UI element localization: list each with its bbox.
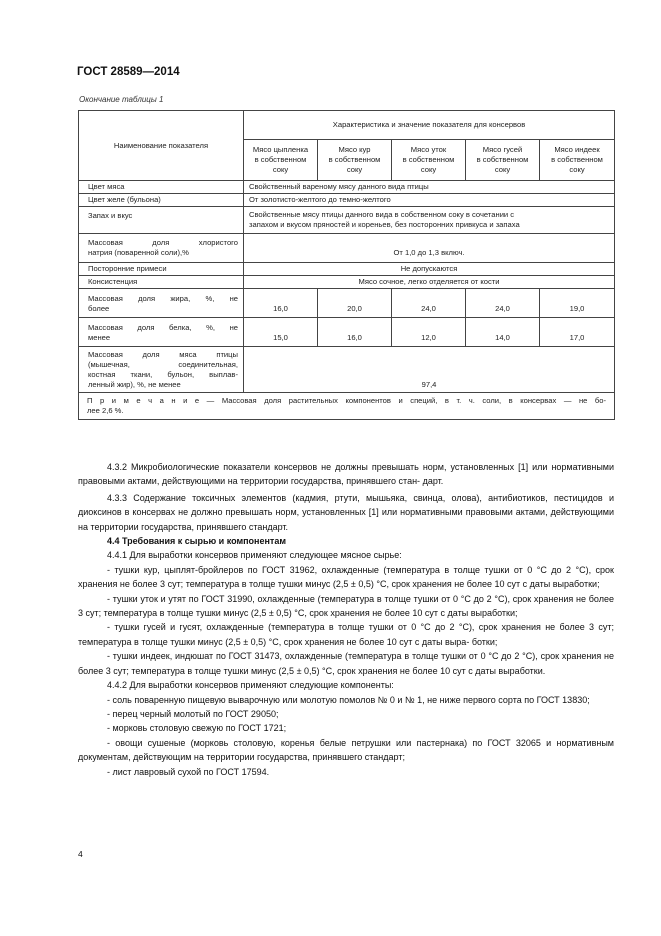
- row-name: Массовая доля хлористого натрия (поваренной соли),%: [79, 234, 244, 263]
- row-name: Массовая доля жира, %, не более: [79, 289, 244, 318]
- header-turkey: Мясо индеек в собственном соку: [540, 140, 615, 181]
- row-value: 24,0: [466, 289, 540, 318]
- row-value: 16,0: [244, 289, 318, 318]
- header-characteristics: Характеристика и значение показателя для консервов: [244, 111, 615, 140]
- row-name: Массовая доля мяса птицы (мышечная, соединительная, костная ткани, бульон, выплав- ленный жир), %, не менее: [79, 347, 244, 393]
- row-value: 20,0: [318, 289, 392, 318]
- table-row: [79, 276, 615, 289]
- paragraph-4-4-2: 4.4.2 Для выработки консервов применяют следующие компоненты:: [107, 680, 394, 691]
- row-value: 12,0: [392, 318, 466, 347]
- table-note-row: [79, 393, 615, 420]
- specification-table: [78, 110, 615, 420]
- page-number: 4: [78, 849, 83, 859]
- row-name: Массовая доля белка, %, не менее: [79, 318, 244, 347]
- list-item: - тушки индеек, индюшат по ГОСТ 31473, охлажденные (температура в толще тушки от 0 °С до 2 °С), срок хранения не более 3 сут; температура в толще тушки минус (2,5 ± 0,5) °С, срок хранения не более 10 сут с даты выработки.: [78, 651, 614, 676]
- table-note: П р и м е ч а н и е — Массовая доля растительных компонентов и специй, в т. ч. соли, в консервах — не бо- лее 2,6 %.: [79, 393, 615, 420]
- list-item: - тушки гусей и гусят, охлажденные (температура в толще тушки от 0 °С до 2 °С), срок хранения не более 3 сут; температура в толще тушки минус (2,5 ± 0,5) °С, срок хранения не более 10 сут с даты выра- ботки;: [78, 622, 614, 647]
- table-row: [79, 318, 615, 347]
- row-name: Консистенция: [79, 276, 244, 289]
- row-name: Посторонние примеси: [79, 263, 244, 276]
- header-hen: Мясо кур в собственном соку: [318, 140, 392, 181]
- body-text: [78, 460, 614, 779]
- document-code: ГОСТ 28589—2014: [77, 66, 180, 78]
- table-row: [79, 263, 615, 276]
- list-item: - лист лавровый сухой по ГОСТ 17594.: [107, 766, 270, 777]
- header-chicken: Мясо цыпленка в собственном соку: [244, 140, 318, 181]
- header-indicator-name: Наименование показателя: [79, 111, 244, 181]
- row-value: От золотисто-желтого до темно-желтого: [244, 194, 615, 207]
- paragraph-4-3-3: 4.3.3 Содержание токсичных элементов (кадмия, ртути, мышьяка, свинца, олова), антибиотиков, пестицидов и диоксинов в консервах не должно превышать норм, установленных [1] или нормативными правовыми актами, действующими на территории государства, принявшего стандарт.: [78, 492, 614, 532]
- list-item: - соль поваренную пищевую выварочную или молотую помолов № 0 и № 1, не ниже первого сорта по ГОСТ 13830;: [107, 694, 590, 705]
- row-value: Мясо сочное, легко отделяется от кости: [244, 276, 615, 289]
- table-row: [79, 207, 615, 234]
- table-row: [79, 347, 615, 393]
- table-row: [79, 181, 615, 194]
- row-value: 17,0: [540, 318, 615, 347]
- header-duck: Мясо уток в собственном соку: [392, 140, 466, 181]
- row-name: Цвет мяса: [79, 181, 244, 194]
- row-name: Запах и вкус: [79, 207, 244, 234]
- table-caption: Окончание таблицы 1: [79, 95, 164, 104]
- paragraph-4-3-2: 4.3.2 Микробиологические показатели консервов не должны превышать норм, установленных [1] или нормативными правовыми актами, действующими на территории государства, принявшего стан- дарт.: [78, 462, 614, 487]
- row-value: 19,0: [540, 289, 615, 318]
- paragraph-4-4-1: 4.4.1 Для выработки консервов применяют следующее мясное сырье:: [107, 550, 402, 561]
- row-value: От 1,0 до 1,3 включ.: [244, 234, 615, 263]
- list-item: - тушки уток и утят по ГОСТ 31990, охлажденные (температура в толще тушки от 0 °С до 2 °С), срок хранения не более 3 сут; температура в толще тушки минус (2,5 ± 0,5) °С, срок хранения не более 10 сут с даты выработки;: [78, 593, 614, 619]
- table-row: [79, 289, 615, 318]
- row-value: Не допускаются: [244, 263, 615, 276]
- table-row: [79, 234, 615, 263]
- section-heading-4-4: 4.4 Требования к сырью и компонентам: [107, 536, 286, 547]
- row-value: Свойственные мясу птицы данного вида в собственном соку в сочетании с запахом и вкусом пряностей и кореньев, без посторонних привкуса и запаха: [244, 207, 615, 234]
- list-item: - перец черный молотый по ГОСТ 29050;: [107, 708, 279, 719]
- table-row: [79, 194, 615, 207]
- list-item: - тушки кур, цыплят-бройлеров по ГОСТ 31962, охлажденные (температура в толще тушки от 0 °С до 2 °С), срок хранения не более 3 сут; температура в толще тушки минус (2,5 ± 0,5) °С, срок хранения не более 10 сут с даты выработки;: [78, 564, 614, 590]
- list-item: - овощи сушеные (морковь столовую, коренья белые петрушки или пастернака) по ГОСТ 32065 и нормативным документам, действующим на территории государства, принявшего стандарт;: [78, 737, 614, 763]
- row-value: 16,0: [318, 318, 392, 347]
- list-item: - морковь столовую свежую по ГОСТ 1721;: [107, 723, 287, 734]
- row-value: 24,0: [392, 289, 466, 318]
- row-value: 97,4: [244, 347, 615, 393]
- row-value: 15,0: [244, 318, 318, 347]
- row-name: Цвет желе (бульона): [79, 194, 244, 207]
- header-goose: Мясо гусей в собственном соку: [466, 140, 540, 181]
- row-value: Свойственный вареному мясу данного вида птицы: [244, 181, 615, 194]
- row-value: 14,0: [466, 318, 540, 347]
